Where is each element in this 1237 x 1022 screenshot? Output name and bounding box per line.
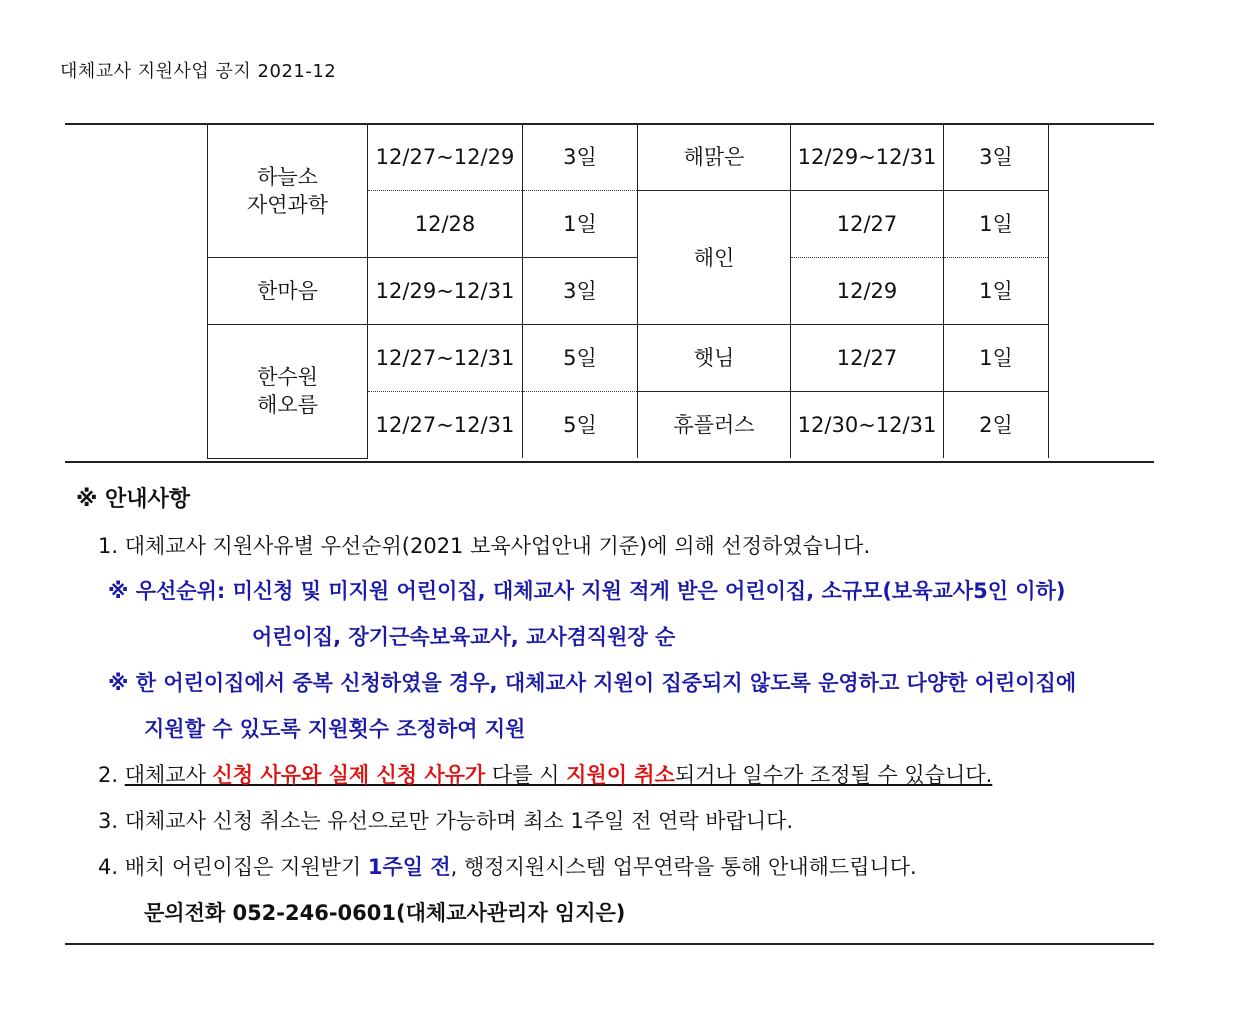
priority-note: ※ 우선순위: 미신청 및 미지원 어린이집, 대체교사 지원 적게 받은 어린이집, 소규모(보육교사5인 이하) <box>108 579 1066 603</box>
duplicate-note: ※ 한 어린이집에서 중복 신청하였을 경우, 대체교사 지원이 집중되지 않도록 운영하고 다양한 어린이집에 <box>108 671 1077 695</box>
highlight-blue: 1주일 전 <box>367 855 451 879</box>
table-row <box>208 258 1049 325</box>
days-cell: 3일 <box>944 124 1049 191</box>
center-name-cell <box>208 325 368 459</box>
document-header: 대체교사 지원사업 공지 2021-12 <box>60 61 337 82</box>
text-span: 되거나 일수가 조정될 수 있습니다. <box>674 763 993 787</box>
notice-title: ※ 안내사항 <box>76 487 191 512</box>
text-span: 대체교사 <box>124 763 213 787</box>
item-number: 2. <box>98 763 125 787</box>
date-cell: 12/29~12/31 <box>368 258 523 325</box>
days-cell: 2일 <box>944 392 1049 459</box>
date-cell: 12/27~12/31 <box>368 392 523 459</box>
center-name-cell: 햇님 <box>638 325 791 392</box>
bottom-rule <box>65 943 1154 945</box>
text-span: 다를 시 <box>485 763 567 787</box>
schedule-table <box>207 124 1049 459</box>
date-cell: 12/27 <box>791 191 944 258</box>
highlight-red: 신청 사유와 실제 신청 사유가 <box>212 763 486 787</box>
date-cell: 12/27 <box>791 325 944 392</box>
days-cell: 5일 <box>523 325 638 392</box>
date-cell: 12/29~12/31 <box>791 124 944 191</box>
center-name: 한수원 <box>257 365 318 390</box>
days-cell: 3일 <box>523 124 638 191</box>
date-cell: 12/27~12/31 <box>368 325 523 392</box>
text-span: 4. 배치 어린이집은 지원받기 <box>98 855 368 879</box>
center-name: 해오름 <box>257 393 318 418</box>
date-cell: 12/29 <box>791 258 944 325</box>
notice-item-2 <box>98 759 992 789</box>
text-span: , 행정지원시스템 업무연락을 통해 안내해드립니다. <box>450 855 917 879</box>
center-name-cell: 해인 <box>638 191 791 325</box>
days-cell: 1일 <box>944 191 1049 258</box>
table-row <box>208 325 1049 392</box>
table-bottom-rule <box>65 461 1154 463</box>
days-cell: 3일 <box>523 258 638 325</box>
item-2-underlined <box>125 763 993 787</box>
notice-item-4 <box>98 851 917 881</box>
days-cell: 1일 <box>944 325 1049 392</box>
date-cell: 12/27~12/29 <box>368 124 523 191</box>
center-name: 하늘소 <box>257 164 318 189</box>
days-cell: 5일 <box>523 392 638 459</box>
notice-item-3: 3. 대체교사 신청 취소는 유선으로만 가능하며 최소 1주일 전 연락 바랍니다. <box>98 809 794 833</box>
duplicate-note-cont: 지원할 수 있도록 지원횟수 조정하여 지원 <box>144 717 526 741</box>
days-cell: 1일 <box>523 191 638 258</box>
priority-note-cont: 어린이집, 장기근속보육교사, 교사겸직원장 순 <box>252 625 676 649</box>
center-name: 자연과학 <box>246 192 329 217</box>
days-cell: 1일 <box>944 258 1049 325</box>
notice-item-1: 1. 대체교사 지원사유별 우선순위(2021 보육사업안내 기준)에 의해 선정하였습니다. <box>98 534 871 558</box>
table-row <box>208 124 1049 191</box>
highlight-red: 지원이 취소 <box>566 763 675 787</box>
center-name-cell: 한마음 <box>208 258 368 325</box>
center-name-cell <box>208 124 368 258</box>
date-cell: 12/28 <box>368 191 523 258</box>
contact-info: 문의전화 052-246-0601(대체교사관리자 임지은) <box>144 901 626 925</box>
date-cell: 12/30~12/31 <box>791 392 944 459</box>
center-name-cell: 휴플러스 <box>638 392 791 459</box>
center-name-cell: 해맑은 <box>638 124 791 191</box>
